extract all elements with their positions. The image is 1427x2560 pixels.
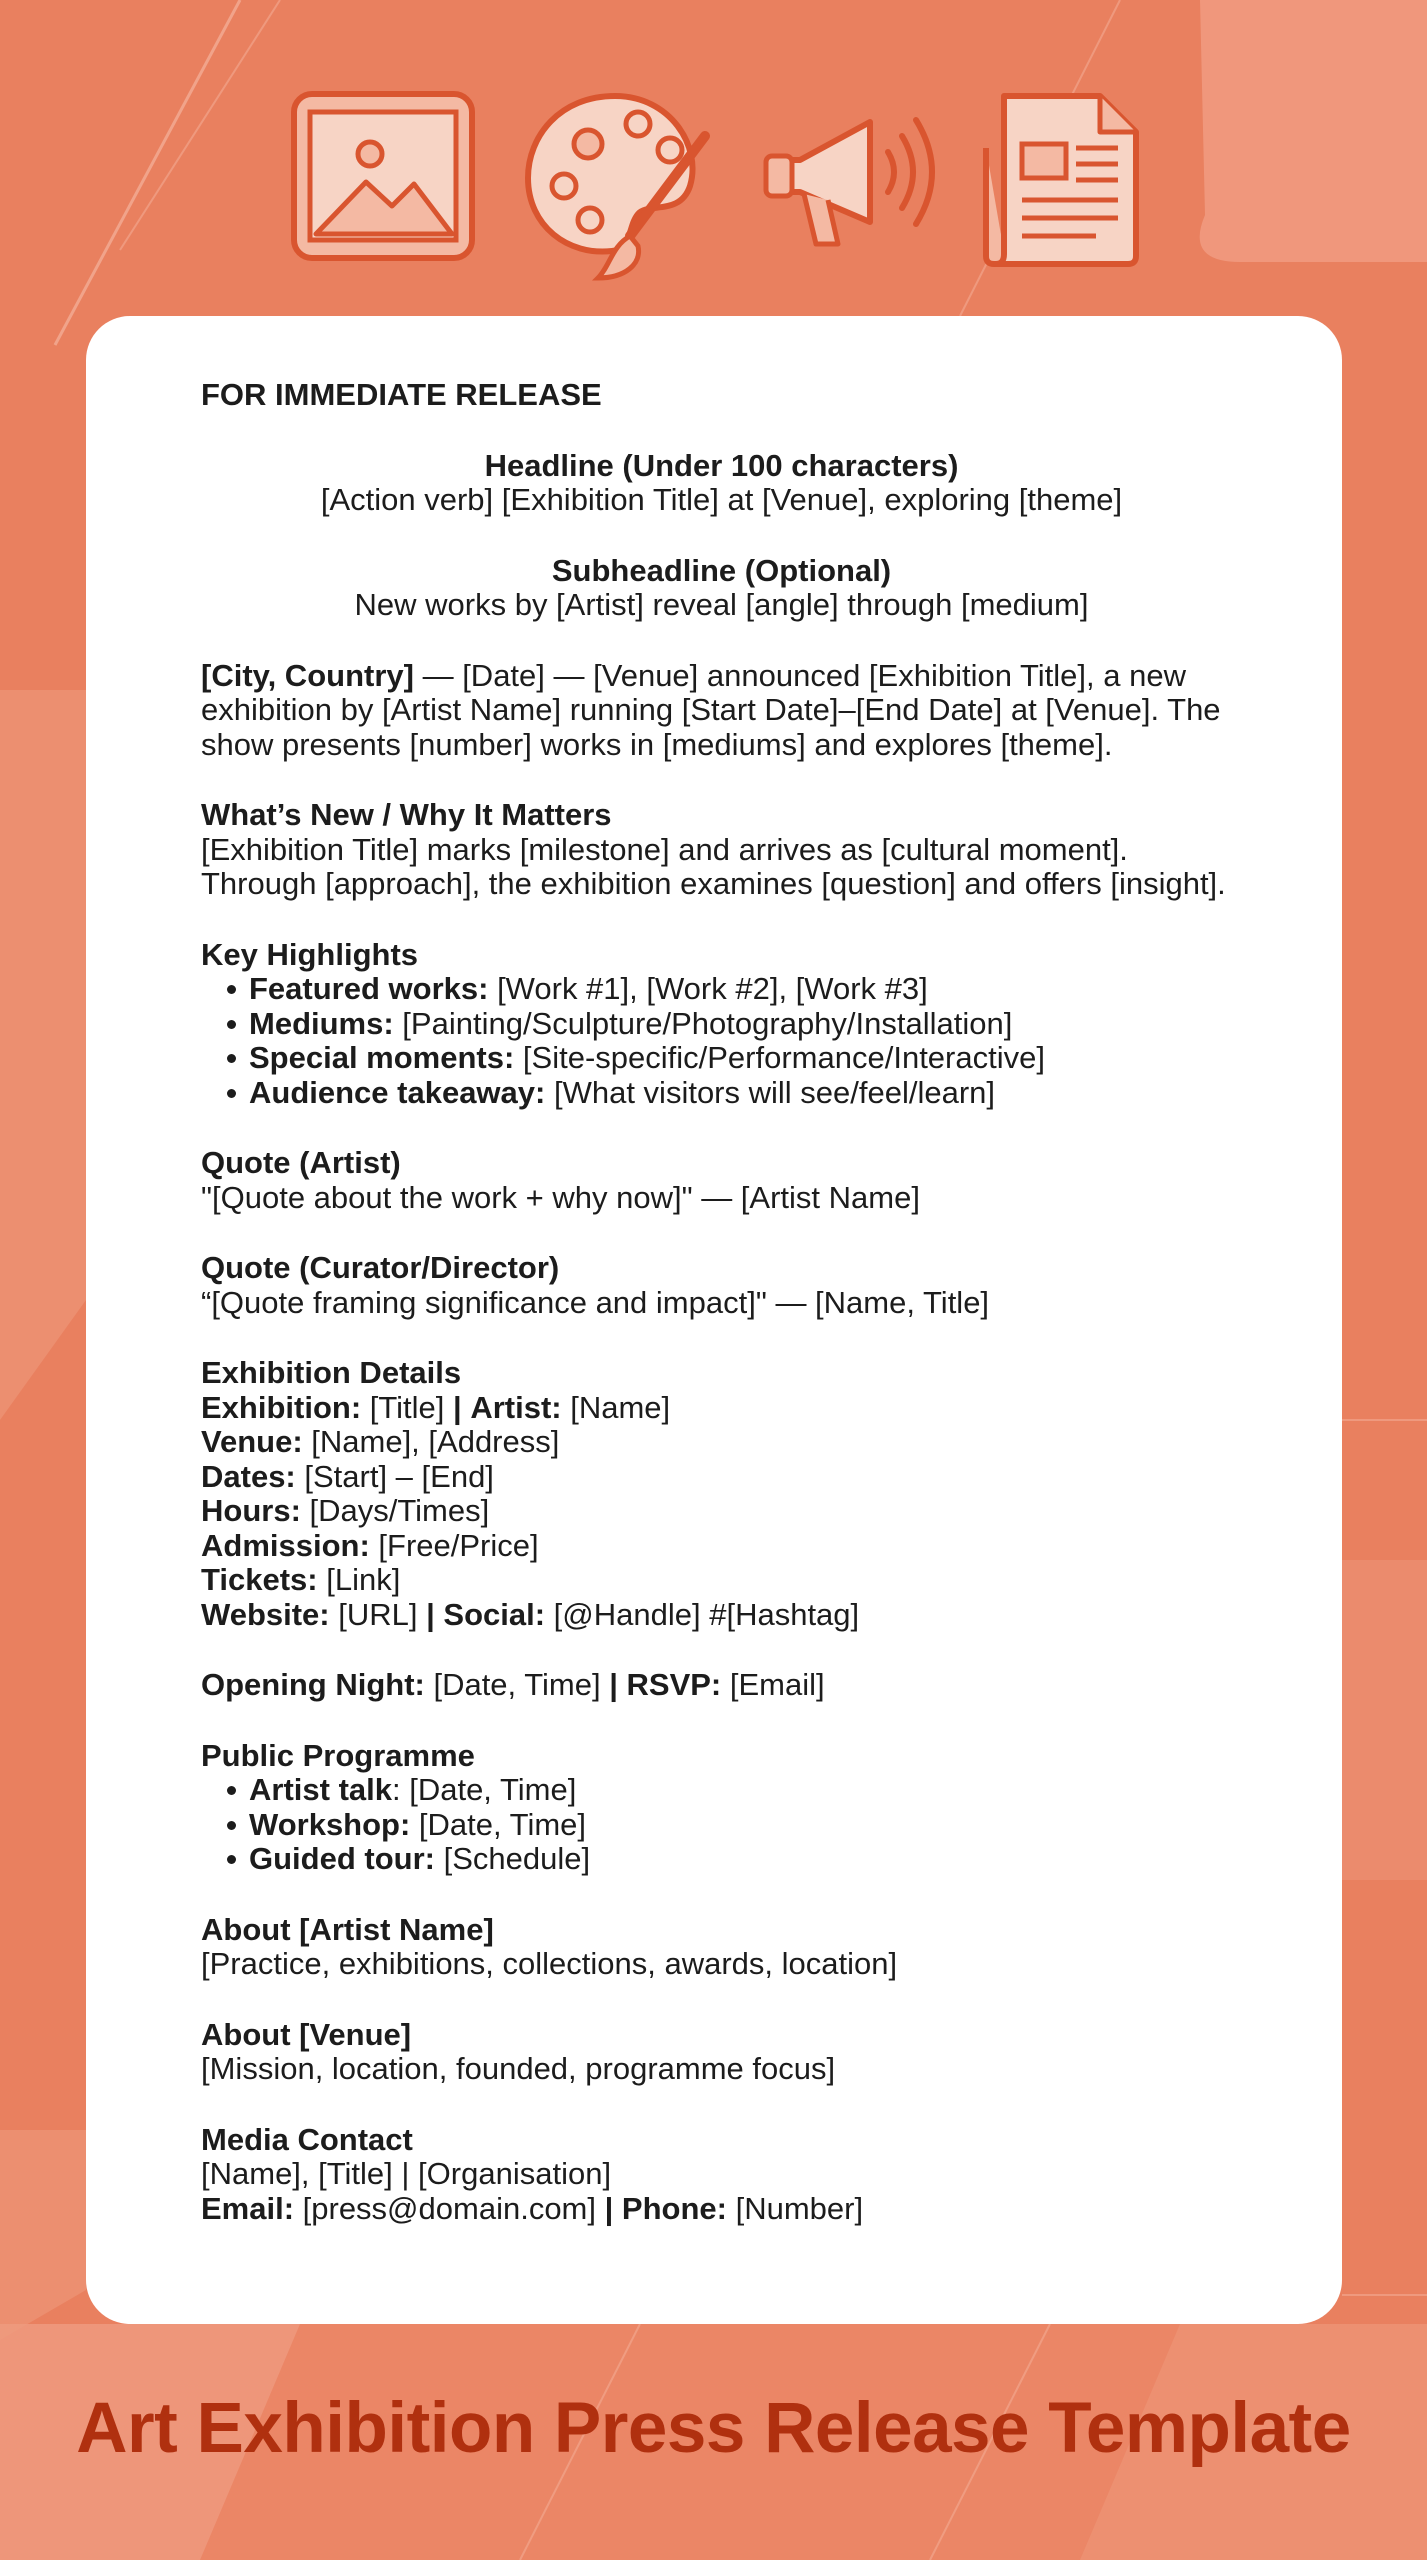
quote-curator-text: “[Quote framing significance and impact]" — [Name, Title] bbox=[201, 1284, 990, 1320]
contact-line-1: [Name], [Title] | [Organisation] bbox=[201, 2156, 612, 2191]
about-venue-heading: About [Venue] bbox=[201, 2016, 412, 2052]
list-item bbox=[201, 972, 1242, 1007]
detail-label: Dates: bbox=[201, 1458, 296, 1494]
detail-label: Venue: bbox=[201, 1424, 303, 1459]
list-item bbox=[201, 1007, 1242, 1042]
detail-value: [Name], [Address] bbox=[302, 1424, 560, 1459]
highlights-list bbox=[201, 972, 1242, 1110]
list-item-label: Workshop: bbox=[249, 1806, 411, 1842]
detail-value: [Start] – [End] bbox=[295, 1458, 494, 1494]
separator: | bbox=[426, 1596, 435, 1632]
about-venue-text: [Mission, location, founded, programme focus] bbox=[201, 2051, 836, 2086]
icon-row bbox=[286, 86, 1146, 276]
quote-artist-heading: Quote (Artist) bbox=[201, 1145, 401, 1180]
opening-night bbox=[201, 1668, 1242, 1703]
detail-value: [Number] bbox=[726, 2190, 864, 2226]
details-tickets bbox=[201, 1563, 1242, 1598]
separator: | bbox=[604, 2190, 614, 2226]
quote-curator-heading: Quote (Curator/Director) bbox=[201, 1250, 560, 1285]
list-item-label: Guided tour: bbox=[249, 1841, 435, 1876]
whats-new-heading: What’s New / Why It Matters bbox=[201, 797, 612, 832]
list-item-label: Mediums: bbox=[249, 1005, 394, 1041]
list-item bbox=[201, 1808, 1242, 1843]
detail-value: [press@domain.com] bbox=[294, 2190, 605, 2226]
detail-value: [Free/Price] bbox=[369, 1527, 539, 1563]
detail-label: RSVP: bbox=[626, 1667, 722, 1702]
detail-label: Email: bbox=[201, 2190, 295, 2226]
release-line: FOR IMMEDIATE RELEASE bbox=[201, 377, 602, 412]
detail-label: Social: bbox=[443, 1596, 546, 1632]
detail-value: [Link] bbox=[317, 1562, 401, 1597]
framed-picture-icon bbox=[286, 86, 480, 266]
contact-heading: Media Contact bbox=[201, 2121, 413, 2157]
list-item-value: [Site-specific/Performance/Interactive] bbox=[514, 1040, 1045, 1075]
headline-label: Headline (Under 100 characters) bbox=[484, 447, 959, 483]
about-artist-heading: About [Artist Name] bbox=[201, 1911, 494, 1947]
separator: | bbox=[453, 1389, 462, 1425]
page-title: Art Exhibition Press Release Template bbox=[76, 2389, 1351, 2468]
list-item-value: : [Date, Time] bbox=[391, 1772, 577, 1807]
details-heading: Exhibition Details bbox=[201, 1355, 462, 1390]
list-item-value: [Schedule] bbox=[434, 1841, 591, 1876]
programme-list bbox=[201, 1773, 1242, 1877]
detail-value: [Name] bbox=[561, 1389, 671, 1425]
quote-artist-text: "[Quote about the work + why now]" — [Artist Name] bbox=[201, 1179, 920, 1215]
detail-label: Exhibition: bbox=[201, 1389, 362, 1425]
intro-line-3: show presents [number] works in [mediums] and explores [theme]. bbox=[201, 726, 1113, 762]
detail-label: Phone: bbox=[621, 2190, 727, 2226]
intro-dateline: [City, Country] bbox=[201, 657, 414, 693]
details-website bbox=[201, 1598, 1242, 1633]
detail-value: [Date, Time] bbox=[424, 1667, 610, 1702]
details-dates bbox=[201, 1460, 1242, 1495]
list-item-value: [Work #1], [Work #2], [Work #3] bbox=[488, 971, 928, 1006]
detail-value: [Email] bbox=[721, 1667, 825, 1702]
detail-value: [Title] bbox=[361, 1389, 454, 1425]
press-release-card bbox=[86, 316, 1342, 2324]
intro-line-1-rest: — [Date] — [Venue] announced [Exhibition Title], a new bbox=[413, 657, 1186, 693]
list-item-label: Artist talk bbox=[249, 1772, 392, 1807]
list-item-value: [What visitors will see/feel/learn] bbox=[545, 1074, 996, 1110]
details-hours bbox=[201, 1494, 1242, 1529]
contact-line-2 bbox=[201, 2192, 1242, 2227]
list-item-label: Featured works: bbox=[249, 971, 489, 1006]
list-item bbox=[201, 1041, 1242, 1076]
detail-value: [Days/Times] bbox=[300, 1493, 490, 1528]
list-item-value: [Date, Time] bbox=[410, 1806, 587, 1842]
detail-label: Website: bbox=[201, 1596, 330, 1632]
detail-label: Admission: bbox=[201, 1527, 370, 1563]
megaphone-icon bbox=[760, 96, 940, 266]
programme-heading: Public Programme bbox=[201, 1737, 475, 1773]
detail-value: [URL] bbox=[329, 1596, 427, 1632]
list-item bbox=[201, 1076, 1242, 1111]
details-admission bbox=[201, 1529, 1242, 1564]
whats-new-line-2: Through [approach], the exhibition examines [question] and offers [insight]. bbox=[201, 866, 1226, 901]
list-item bbox=[201, 1842, 1242, 1877]
separator: | bbox=[609, 1667, 618, 1702]
intro-line-1 bbox=[201, 659, 1242, 694]
detail-label: Artist: bbox=[470, 1389, 562, 1425]
details-exhibition bbox=[201, 1391, 1242, 1426]
detail-label: Hours: bbox=[201, 1493, 301, 1528]
list-item-label: Audience takeaway: bbox=[249, 1074, 546, 1110]
newspaper-icon bbox=[976, 88, 1146, 268]
detail-value: [@Handle] #[Hashtag] bbox=[545, 1596, 860, 1632]
whats-new-line-1: [Exhibition Title] marks [milestone] and arrives as [cultural moment]. bbox=[201, 831, 1128, 867]
subheadline-text: New works by [Artist] reveal [angle] through [medium] bbox=[354, 587, 1089, 622]
intro-line-2: exhibition by [Artist Name] running [Start Date]–[End Date] at [Venue]. The bbox=[201, 692, 1221, 727]
list-item bbox=[201, 1773, 1242, 1808]
list-item-value: [Painting/Sculpture/Photography/Installation] bbox=[393, 1005, 1013, 1041]
list-item-label: Special moments: bbox=[249, 1040, 515, 1075]
details-venue bbox=[201, 1425, 1242, 1460]
about-artist-text: [Practice, exhibitions, collections, awards, location] bbox=[201, 1946, 898, 1981]
detail-label: Opening Night: bbox=[201, 1667, 425, 1702]
palette-brush-icon bbox=[520, 86, 720, 286]
detail-label: Tickets: bbox=[201, 1562, 318, 1597]
highlights-heading: Key Highlights bbox=[201, 936, 419, 972]
headline-text: [Action verb] [Exhibition Title] at [Venue], exploring [theme] bbox=[320, 482, 1123, 517]
subheadline-label: Subheadline (Optional) bbox=[551, 552, 892, 588]
